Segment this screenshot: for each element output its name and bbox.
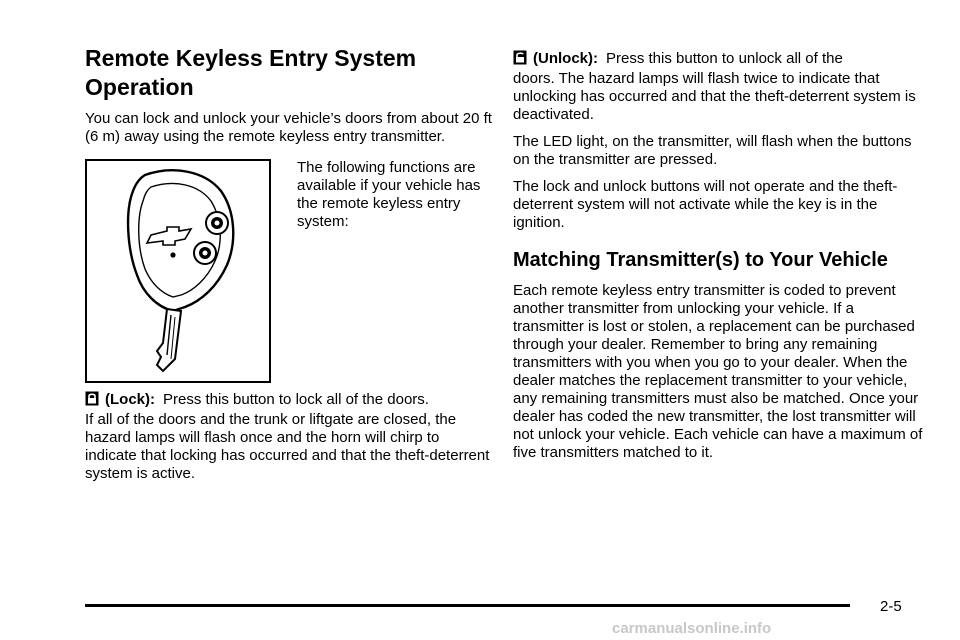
figure-row: [85, 159, 495, 391]
lock-paragraph: [85, 391, 495, 483]
unlock-paragraph: [513, 50, 923, 124]
unlock-label: (Unlock):: [533, 50, 598, 67]
page-number: 2-5: [880, 598, 902, 615]
led-paragraph: The LED light, on the transmitter, will flash when the buttons on the transmitter are pressed.: [513, 133, 912, 168]
matching-paragraph: Each remote keyless entry transmitter is coded to prevent another transmitter from unlocking your vehicle. If a transmitter is lost or stolen, a replacement can be purchased through your dealer. Remember to bring any remaining transmitters with you when you go to your dealer. When the dealer matches the replacement transmitter to your vehicle, any remaining transmitters must also be matched. Once your dealer has coded the new transmitter, the lost transmitter will not unlock your vehicle. Each vehicle can have a maximum of five transmitters matched to it.: [513, 282, 923, 461]
right-column: [513, 44, 923, 471]
padlock-open-icon: [513, 50, 527, 70]
lock-continuation: If all of the doors and the trunk or liftgate are closed, the hazard lamps will flash once and the horn will chirp to indicate that locking has occurred and that the theft-deterrent system is active.: [85, 411, 490, 482]
unlock-first-line: Press this button to unlock all of the: [606, 50, 843, 67]
figure-side-text: The following functions are available if your vehicle has the remote keyless entry system:: [297, 159, 481, 230]
watermark: carmanualsonline.info: [612, 620, 772, 637]
unlock-continuation: doors. The hazard lamps will flash twice to indicate that unlocking has occurred and that the theft-deterrent system is deactivated.: [513, 70, 916, 123]
key-fob-illustration: [85, 159, 271, 383]
padlock-closed-icon: [85, 391, 99, 411]
footer-rule: [85, 604, 850, 607]
ignition-paragraph: The lock and unlock buttons will not operate and the theft-deterrent system will not activate while the key is in the ignition.: [513, 178, 898, 231]
matching-heading: Matching Transmitter(s) to Your Vehicle: [513, 249, 888, 271]
section-heading: Remote Keyless Entry System Operation: [85, 45, 417, 100]
lock-first-line: Press this button to lock all of the doors.: [163, 391, 429, 408]
key-fob-icon: [87, 161, 269, 381]
intro-paragraph: You can lock and unlock your vehicle’s doors from about 20 ft (6 m) away using the remote keyless entry transmitter.: [85, 110, 492, 145]
lock-label: (Lock):: [105, 391, 155, 408]
left-column: [85, 44, 495, 492]
